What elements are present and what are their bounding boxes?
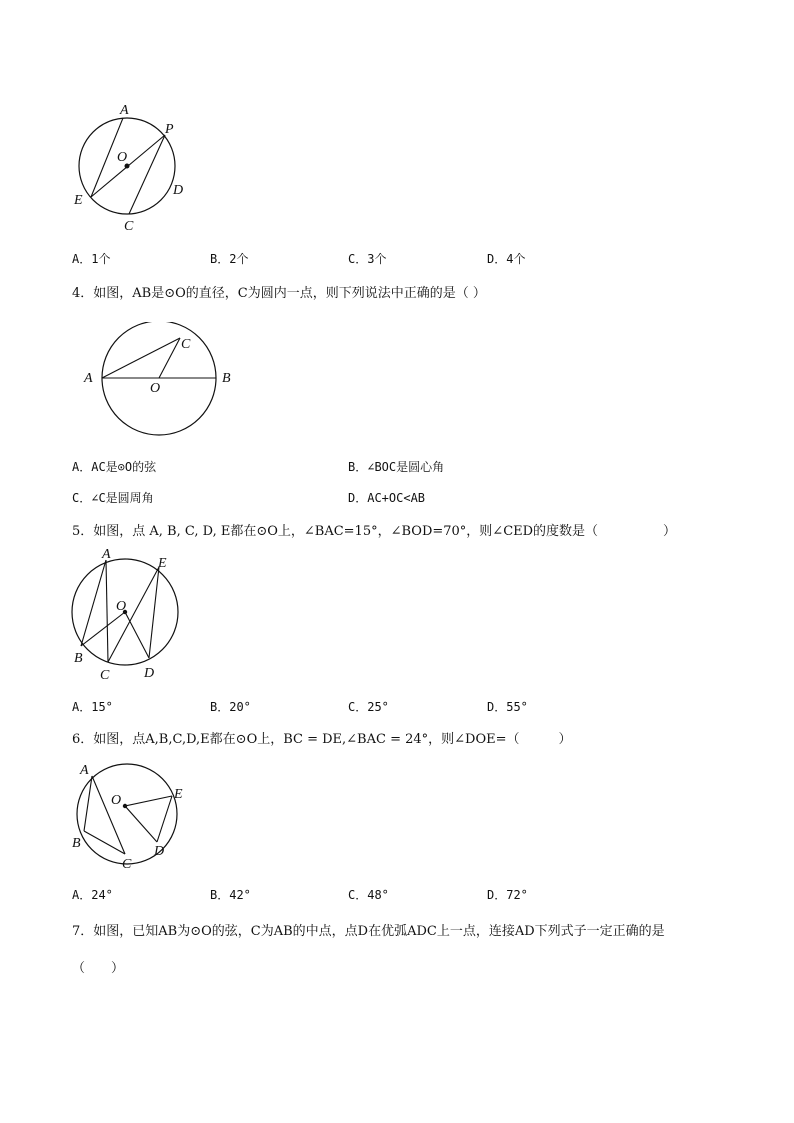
q3-label-o: O [117,150,128,165]
q3-option-a: A．1个 [72,252,111,266]
q5-figure [66,546,196,684]
q6-label-d: D [154,844,165,859]
q7-stem-line1: 7．如图，已知AB为⊙O的弦，C为AB的中点，点D在优弧ADC上一点，连接AD下列式子一定正确的是 [72,924,665,939]
q3-figure [70,98,190,238]
q6-stem: 6．如图，点A,B,C,D,E都在⊙O上，BC = DE,∠BAC = 24°，则∠DOE=（ ） [72,732,572,747]
q6-label-b: B [72,836,81,851]
q3-option-b: B．2个 [210,252,249,266]
q6-option-c: C．48° [348,888,389,902]
q4-label-a: A [84,371,93,386]
q3-label-e: E [74,193,83,208]
q4-option-d: D．AC+OC<AB [348,491,426,505]
q3-label-c: C [124,219,134,234]
q5-label-c: C [100,668,110,683]
q3-option-c: C．3个 [348,252,387,266]
q4-option-c: C．∠C是圆周角 [72,491,154,505]
q3-label-a: A [120,103,129,118]
q4-label-o: O [150,381,161,396]
q4-option-a: A．AC是⊙O的弦 [72,460,157,474]
q6-label-e: E [174,787,183,802]
q4-label-b: B [222,371,231,386]
q5-label-b: B [74,651,83,666]
q4-label-c: C [181,337,191,352]
q5-label-a: A [102,547,111,562]
q4-figure [80,322,240,440]
q5-label-e: E [158,556,167,571]
q6-label-c: C [122,857,132,872]
q5-option-c: C．25° [348,700,389,714]
q5-label-o: O [116,599,127,614]
q4-option-b: B．∠BOC是圆心角 [348,460,445,474]
q7-stem-line2: （ ） [72,961,125,976]
q6-figure [68,757,198,875]
q4-stem: 4．如图，AB是⊙O的直径，C为圆内一点，则下列说法中正确的是（ ） [72,286,486,301]
q3-option-d: D．4个 [487,252,526,266]
q6-option-b: B．42° [210,888,251,902]
q3-label-p: P [165,122,174,137]
q3-label-d: D [173,183,184,198]
q6-label-a: A [80,763,89,778]
q5-option-d: D．55° [487,700,528,714]
q5-option-a: A．15° [72,700,113,714]
q5-label-d: D [144,666,155,681]
q5-stem: 5．如图，点 A, B, C, D, E都在⊙O上，∠BAC=15°，∠BOD=70°，则∠CED的度数是（ ） [72,524,677,539]
q6-option-d: D．72° [487,888,528,902]
q6-option-a: A．24° [72,888,113,902]
q6-label-o: O [111,793,122,808]
q5-option-b: B．20° [210,700,251,714]
